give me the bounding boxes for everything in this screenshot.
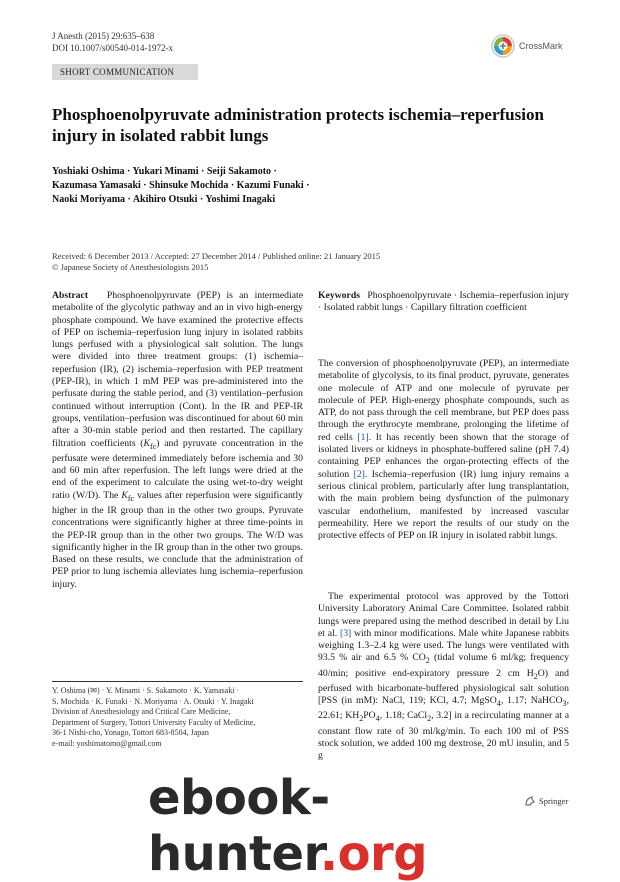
paragraph-text: The experimental protocol was approved by the Tottori University Laboratory Animal Care Committee. Isolated rabbit lungs were prepared using the method described in detail by Liu et al. — [318, 591, 569, 639]
keywords-text: Phosphoenolpyruvate · Ischemia–reperfusion injury · Isolated rabbit lungs · Capillary filtration coefficient — [318, 290, 569, 314]
author-list — [52, 165, 452, 207]
reference-link[interactable]: [2] — [353, 468, 365, 480]
subscript: 3 — [562, 699, 567, 709]
reference-link[interactable]: [3] — [339, 627, 352, 639]
section-label: SHORT COMMUNICATION — [52, 64, 198, 80]
paragraph-text: , 22.61; KH — [318, 695, 569, 722]
paragraph-text: , 1.17; NaHCO — [500, 695, 563, 707]
copyright-line: © Japanese Society of Anesthesiologists 2015 — [52, 262, 209, 272]
watermark — [148, 770, 600, 882]
subscript: 2 — [427, 714, 432, 724]
keywords — [318, 290, 569, 315]
reference-link[interactable]: [1] — [357, 431, 369, 443]
affiliation-line: Department of Surgery, Tottori University Faculty of Medicine, — [52, 717, 256, 727]
crossmark-label: CrossMark — [519, 41, 563, 51]
subscript: 2 — [359, 714, 364, 724]
crossmark-icon — [491, 34, 515, 58]
watermark-text: ebook-hunter — [148, 770, 330, 882]
email-link[interactable]: e-mail: yoshimatomo@gmail.com — [52, 738, 162, 748]
abstract-text: Phosphoenolpyruvate (PEP) is an intermediate metabolite of the glycolytic pathway and an in vivo high-energy phosphate compound. We have examined the protective effects of PEP on ischemia–reperfusion lung injury in isolated rabbits lungs perfused with a physiological salt solution. The lungs were divided into three treatment groups: (1) ischemia–reperfusion (IR), (2) ischemia–reperfusion with PEP treatment (PEP-IR), in which 1 mM PEP was pre-administered into the perfusate during the stable period, and (3) ventilation–perfusion continued without interruption (Cont). In the IR and PEP-IR groups, ventilation–perfusion was discontinued for about 60 min after a 30-min stable period and then restarted. The capillary filtration coefficients ( — [52, 290, 303, 449]
paragraph-text: O) and perfused with bicarbonate-buffered physiological salt solution [PSS (in mM): NaCl, 119; KCl, 4.7; MgSO — [318, 667, 569, 707]
paragraph-text: The conversion of phosphoenolpyruvate (PEP), an intermediate metabolite of glycolysis, to its final product, pyruvate, generates one molecule of ATP and one molecule of pyruvate per molecule of PEP. High-energy phosphate compounds, such as ATP, do not pass through the cell membrane, but PEP does pass through the erythrocyte membrane, prolonging the lifetime of red cells — [318, 358, 569, 443]
subscript: 2 — [425, 656, 430, 666]
affiliation-line: Division of Anesthesiology and Critical Care Medicine, — [52, 707, 231, 716]
paragraph-text: . It has recently been shown that the storage of isolated livers or kidneys in phosphate-buffered saline (pH 7.4) containing PEP enhances the organ-protecting effects of the solution — [318, 431, 569, 480]
affiliation-line: Y. Oshima (✉) · Y. Minami · S. Sakamoto · K. Yamasaki · — [52, 686, 240, 695]
intro-paragraph-2 — [318, 591, 569, 763]
kfc-subscript: fc — [150, 441, 157, 451]
paragraph-text: , 1.18; CaCl — [379, 710, 428, 722]
paragraph-text: PO — [363, 710, 376, 722]
journal-meta — [52, 30, 173, 54]
footnote-divider — [52, 681, 303, 682]
abstract — [52, 290, 303, 591]
publication-dates — [52, 251, 572, 273]
paragraph-text: with minor modifications. Male white Japanese rabbits weighing 1.3–2.4 kg were used. The lungs were ventilated with 93.5 % air and 6.5 % CO — [318, 627, 569, 664]
subscript: 2 — [533, 671, 538, 681]
affiliation-line: S. Mochida · K. Funaki · N. Moriyama · A. Otsuki · Y. Inagaki — [52, 696, 254, 706]
author-affiliation — [52, 686, 303, 749]
kfc-symbol: K — [121, 489, 128, 501]
paragraph-text: , 3.2] in a recirculating manner at a constant flow rate of 30 ml/kg/min. To each 100 ml of PSS stock solution, we added 100 mg dextrose, 20 mU insulin, and 5 g — [318, 710, 569, 762]
doi[interactable]: DOI 10.1007/s00540-014-1972-x — [52, 43, 173, 53]
publisher-name: Springer — [539, 796, 569, 806]
affiliation-line: 36-1 Nishi-cho, Yonago, Tottori 683-8504, Japan — [52, 728, 209, 737]
kfc-symbol: K — [143, 437, 151, 449]
subscript: 4 — [375, 714, 380, 724]
abstract-text: ) and pyruvate concentration in the perfusate were determined immediately before ischemia and 30 and 60 min after reperfusion. The left lungs were dried at the end of the experiment to calculate the using wet-to-dry weight ratio (W/D). The — [52, 437, 303, 501]
author-line: Yoshiaki Oshima · Yukari Minami · Seiji Sakamoto · — [52, 166, 277, 177]
kfc-subscript: fc — [127, 493, 135, 503]
intro-paragraph-1 — [318, 358, 569, 542]
paragraph-text: (tidal volume 6 ml/kg; frequency 40/min; positive end-expiratory pressure 2 cm H — [318, 652, 569, 679]
author-line: Naoki Moriyama · Akihiro Otsuki · Yoshimi Inagaki — [52, 194, 276, 205]
abstract-text: values after reperfusion were significantly higher in the IR group than in the other two groups. Pyruvate concentrations were significantly higher at three time-points in the PEP-IR group than in the other two groups. The W/D was significantly higher in the IR group than in the other two groups. Based on these results, we conclude that the administration of PEP prior to lung ischemia alleviates lung ischemia–reperfusion injury. — [52, 489, 304, 590]
crossmark-badge[interactable] — [491, 34, 563, 58]
author-line: Kazumasa Yamasaki · Shinsuke Mochida · Kazumi Funaki · — [52, 180, 310, 191]
history-dates: Received: 6 December 2013 / Accepted: 27 December 2014 / Published online: 21 January 2015 — [52, 251, 381, 261]
journal-citation: J Anesth (2015) 29:635–638 — [52, 31, 155, 41]
paragraph-text: . Ischemia–reperfusion (IR) lung injury remains a serious clinical problem, particularly after lung transplantation, with the main problem being dysfunction of the pulmonary vascular endothelium, manifested by increased vascular permeability. Here we report the results of our study on the protective effects of PEP on IR injury in isolated rabbit lungs. — [318, 468, 569, 542]
abstract-heading: Abstract — [52, 290, 89, 301]
keywords-heading: Keywords — [318, 290, 360, 301]
watermark-domain: .org — [319, 826, 428, 882]
subscript: 4 — [496, 699, 501, 709]
article-title: Phosphoenolpyruvate administration protects ischemia–reperfusion injury in isolated rabbit lungs — [52, 105, 544, 145]
